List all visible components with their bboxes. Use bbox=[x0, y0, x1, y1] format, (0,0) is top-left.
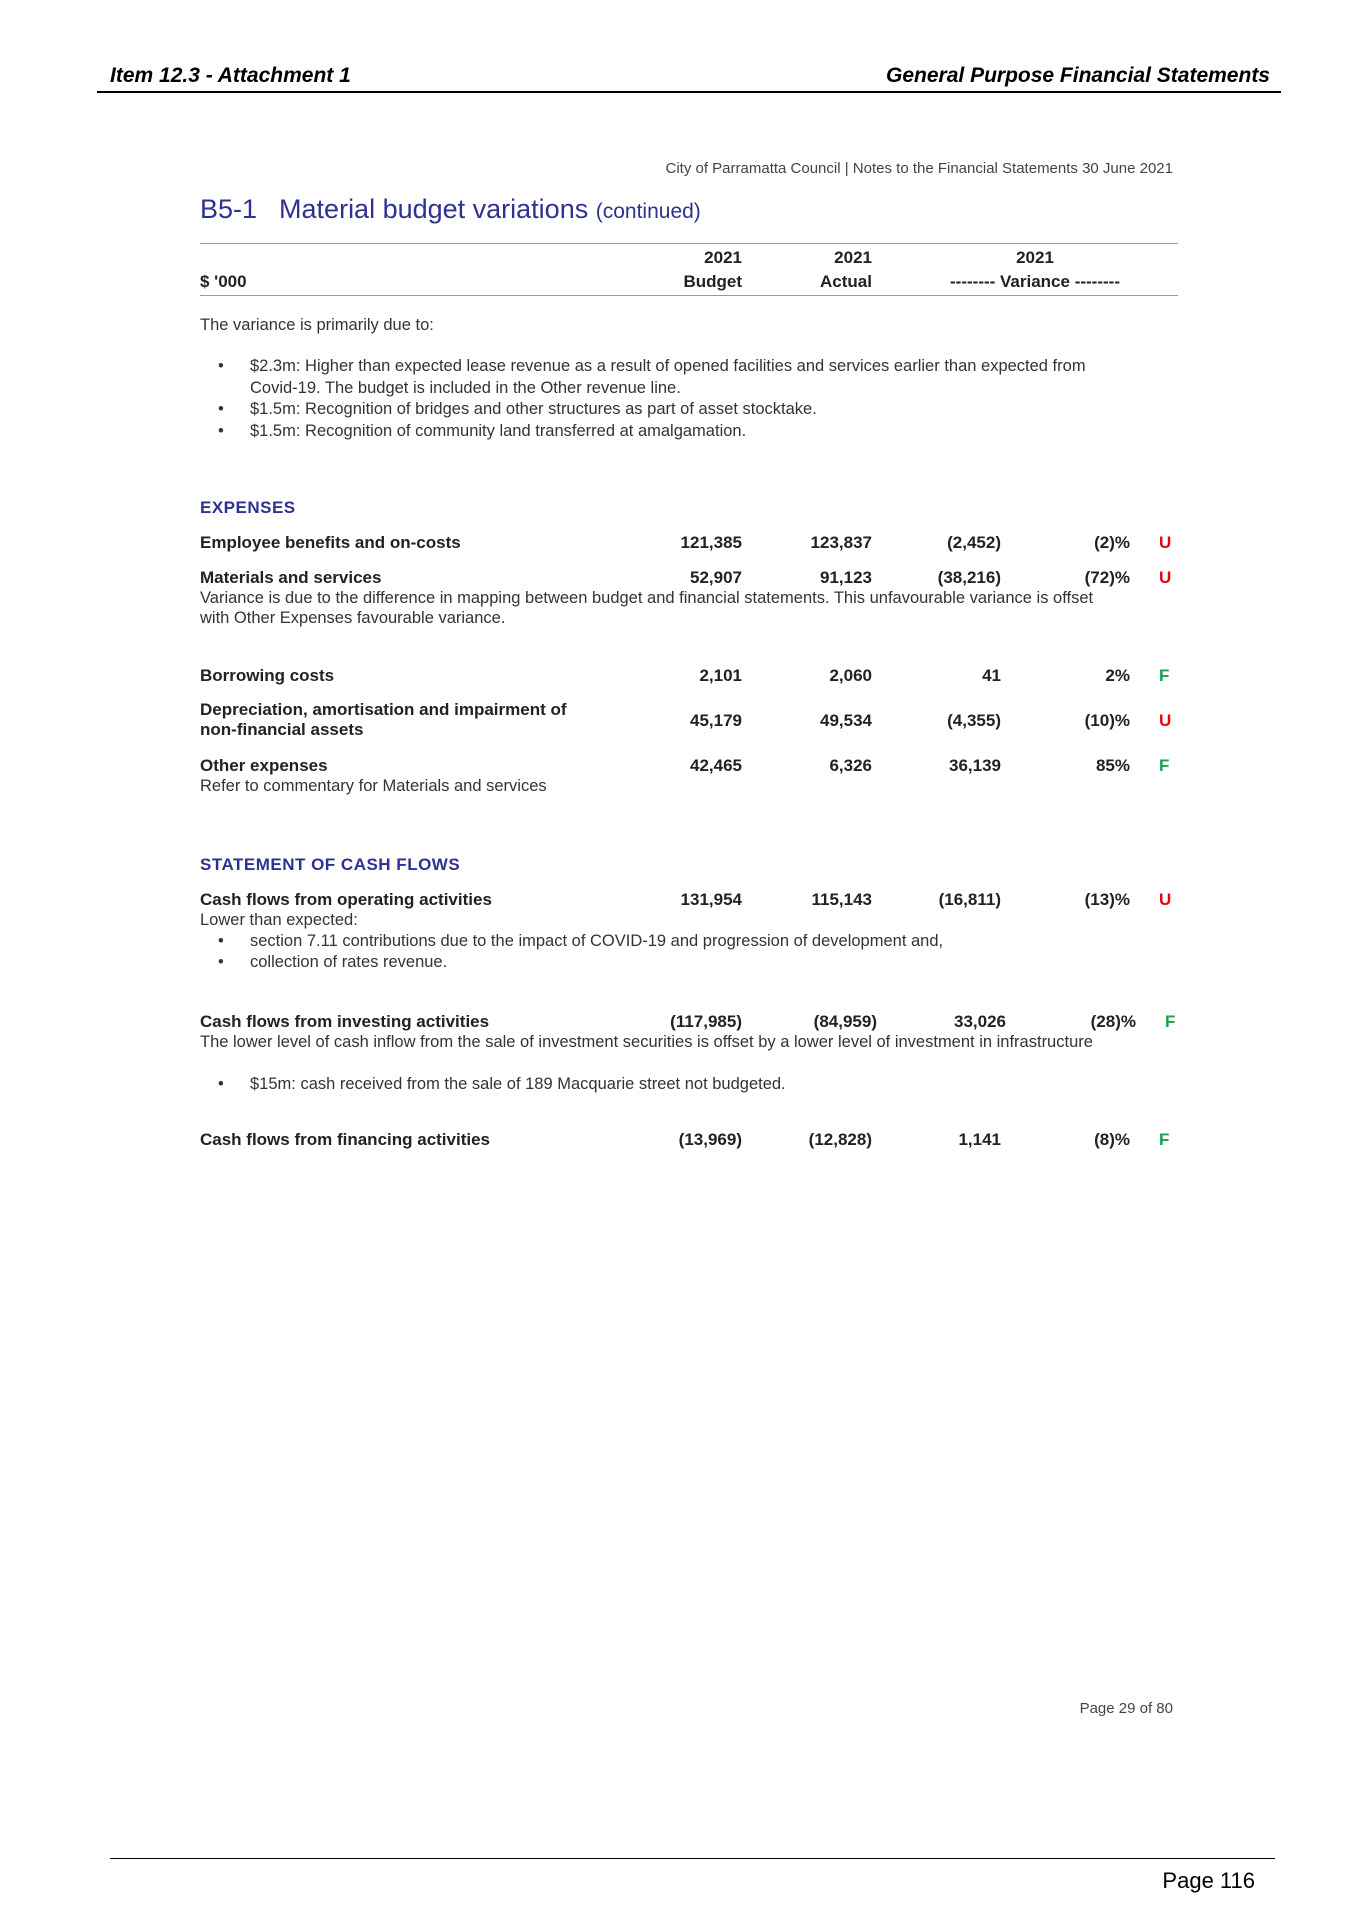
status-badge: U bbox=[1159, 890, 1172, 909]
row-label: Cash flows from financing activities bbox=[200, 1130, 491, 1149]
actual-year: 2021 bbox=[834, 248, 872, 267]
variance-percent: (13)% bbox=[1084, 890, 1130, 909]
variance-value: (4,355) bbox=[947, 711, 1001, 730]
header-item-label: Item 12.3 - Attachment 1 bbox=[110, 64, 351, 87]
status-badge: U bbox=[1159, 711, 1172, 730]
variance-percent: 2% bbox=[1105, 666, 1130, 685]
list-item: • $1.5m: Recognition of community land transferred at amalgamation. bbox=[218, 422, 747, 440]
row-label: Cash flows from operating activities bbox=[200, 890, 492, 909]
variance-value: 36,139 bbox=[949, 756, 1001, 775]
row-note: with Other Expenses favourable variance. bbox=[200, 609, 506, 627]
variance-percent: (72)% bbox=[1084, 568, 1130, 587]
status-badge: F bbox=[1165, 1012, 1176, 1031]
table-top-rule bbox=[200, 243, 1178, 244]
intro-text: The variance is primarily due to: bbox=[200, 316, 434, 334]
actual-value: (84,959) bbox=[813, 1012, 877, 1031]
status-badge: F bbox=[1159, 756, 1170, 775]
variance-value: 1,141 bbox=[958, 1130, 1001, 1149]
actual-value: 91,123 bbox=[820, 568, 872, 587]
row-label: Employee benefits and on-costs bbox=[200, 533, 461, 552]
header-divider bbox=[97, 91, 1281, 93]
status-badge: F bbox=[1159, 1130, 1170, 1149]
variance-year: 2021 bbox=[1016, 248, 1054, 267]
status-badge: F bbox=[1159, 666, 1170, 685]
row-label: Other expenses bbox=[200, 756, 328, 775]
row-label-continuation: non-financial assets bbox=[200, 720, 364, 739]
list-item: • collection of rates revenue. bbox=[218, 953, 448, 971]
row-note: The lower level of cash inflow from the sale of investment securities is offset by a lower level of investment in infrastructure bbox=[200, 1033, 1093, 1051]
variance-percent: (28)% bbox=[1090, 1012, 1136, 1031]
actual-value: 6,326 bbox=[829, 756, 872, 775]
variance-value: (2,452) bbox=[947, 533, 1001, 552]
budget-value: (117,985) bbox=[670, 1012, 742, 1031]
variance-percent: (8)% bbox=[1094, 1130, 1130, 1149]
budget-value: 121,385 bbox=[680, 533, 742, 552]
header-document-type: General Purpose Financial Statements bbox=[886, 64, 1270, 87]
inner-page-number: Page 29 of 80 bbox=[1079, 1700, 1173, 1717]
budget-header: Budget bbox=[683, 272, 742, 291]
unit-label: $ '000 bbox=[200, 272, 247, 291]
cash-flows-heading: STATEMENT OF CASH FLOWS bbox=[200, 855, 461, 874]
variance-percent: (2)% bbox=[1094, 533, 1130, 552]
actual-value: (12,828) bbox=[808, 1130, 872, 1149]
actual-value: 115,143 bbox=[811, 890, 872, 909]
row-label: Borrowing costs bbox=[200, 666, 335, 685]
variance-value: (38,216) bbox=[937, 568, 1001, 587]
budget-value: 45,179 bbox=[690, 711, 742, 730]
row-label: Depreciation, amortisation and impairment of bbox=[200, 700, 567, 719]
budget-value: (13,969) bbox=[678, 1130, 742, 1149]
row-note: Lower than expected: bbox=[200, 911, 358, 929]
section-continued: (continued) bbox=[595, 200, 701, 223]
variance-value: 41 bbox=[982, 666, 1001, 685]
section-title bbox=[200, 194, 701, 225]
variance-percent: 85% bbox=[1095, 756, 1130, 775]
table-header-rule bbox=[200, 295, 1178, 296]
variance-header: -------- Variance -------- bbox=[950, 272, 1120, 291]
budget-year: 2021 bbox=[704, 248, 742, 267]
status-badge: U bbox=[1159, 568, 1172, 587]
status-badge: U bbox=[1159, 533, 1172, 552]
row-label: Materials and services bbox=[200, 568, 382, 587]
document-subtitle: City of Parramatta Council | Notes to the Financial Statements 30 June 2021 bbox=[665, 160, 1173, 177]
expenses-heading: EXPENSES bbox=[200, 498, 296, 517]
budget-value: 131,954 bbox=[680, 890, 742, 909]
list-item: • $2.3m: Higher than expected lease revenue as a result of opened facilities and services earlier than expected from bbox=[218, 357, 1086, 375]
list-item: • $1.5m: Recognition of bridges and other structures as part of asset stocktake. bbox=[218, 400, 817, 418]
row-note: Refer to commentary for Materials and services bbox=[200, 777, 547, 795]
page-number: Page 116 bbox=[1162, 1868, 1255, 1893]
actual-header: Actual bbox=[820, 272, 872, 291]
list-item: • $15m: cash received from the sale of 189 Macquarie street not budgeted. bbox=[218, 1075, 786, 1093]
actual-value: 123,837 bbox=[810, 533, 872, 552]
variance-value: 33,026 bbox=[954, 1012, 1006, 1031]
section-code: B5-1 bbox=[200, 194, 258, 224]
row-label: Cash flows from investing activities bbox=[200, 1012, 490, 1031]
row-note: Variance is due to the difference in mapping between budget and financial statements. This unfavourable variance is offset bbox=[200, 589, 1094, 607]
actual-value: 2,060 bbox=[829, 666, 872, 685]
budget-value: 42,465 bbox=[690, 756, 742, 775]
variance-percent: (10)% bbox=[1084, 711, 1130, 730]
budget-value: 52,907 bbox=[690, 568, 742, 587]
list-item: • section 7.11 contributions due to the impact of COVID-19 and progression of development and, bbox=[218, 932, 944, 950]
variance-value: (16,811) bbox=[938, 890, 1001, 909]
budget-value: 2,101 bbox=[699, 666, 742, 685]
actual-value: 49,534 bbox=[820, 711, 872, 730]
list-item-continuation: Covid-19. The budget is included in the Other revenue line. bbox=[250, 379, 681, 397]
footer-divider bbox=[110, 1858, 1275, 1859]
section-name: Material budget variations bbox=[279, 194, 589, 224]
